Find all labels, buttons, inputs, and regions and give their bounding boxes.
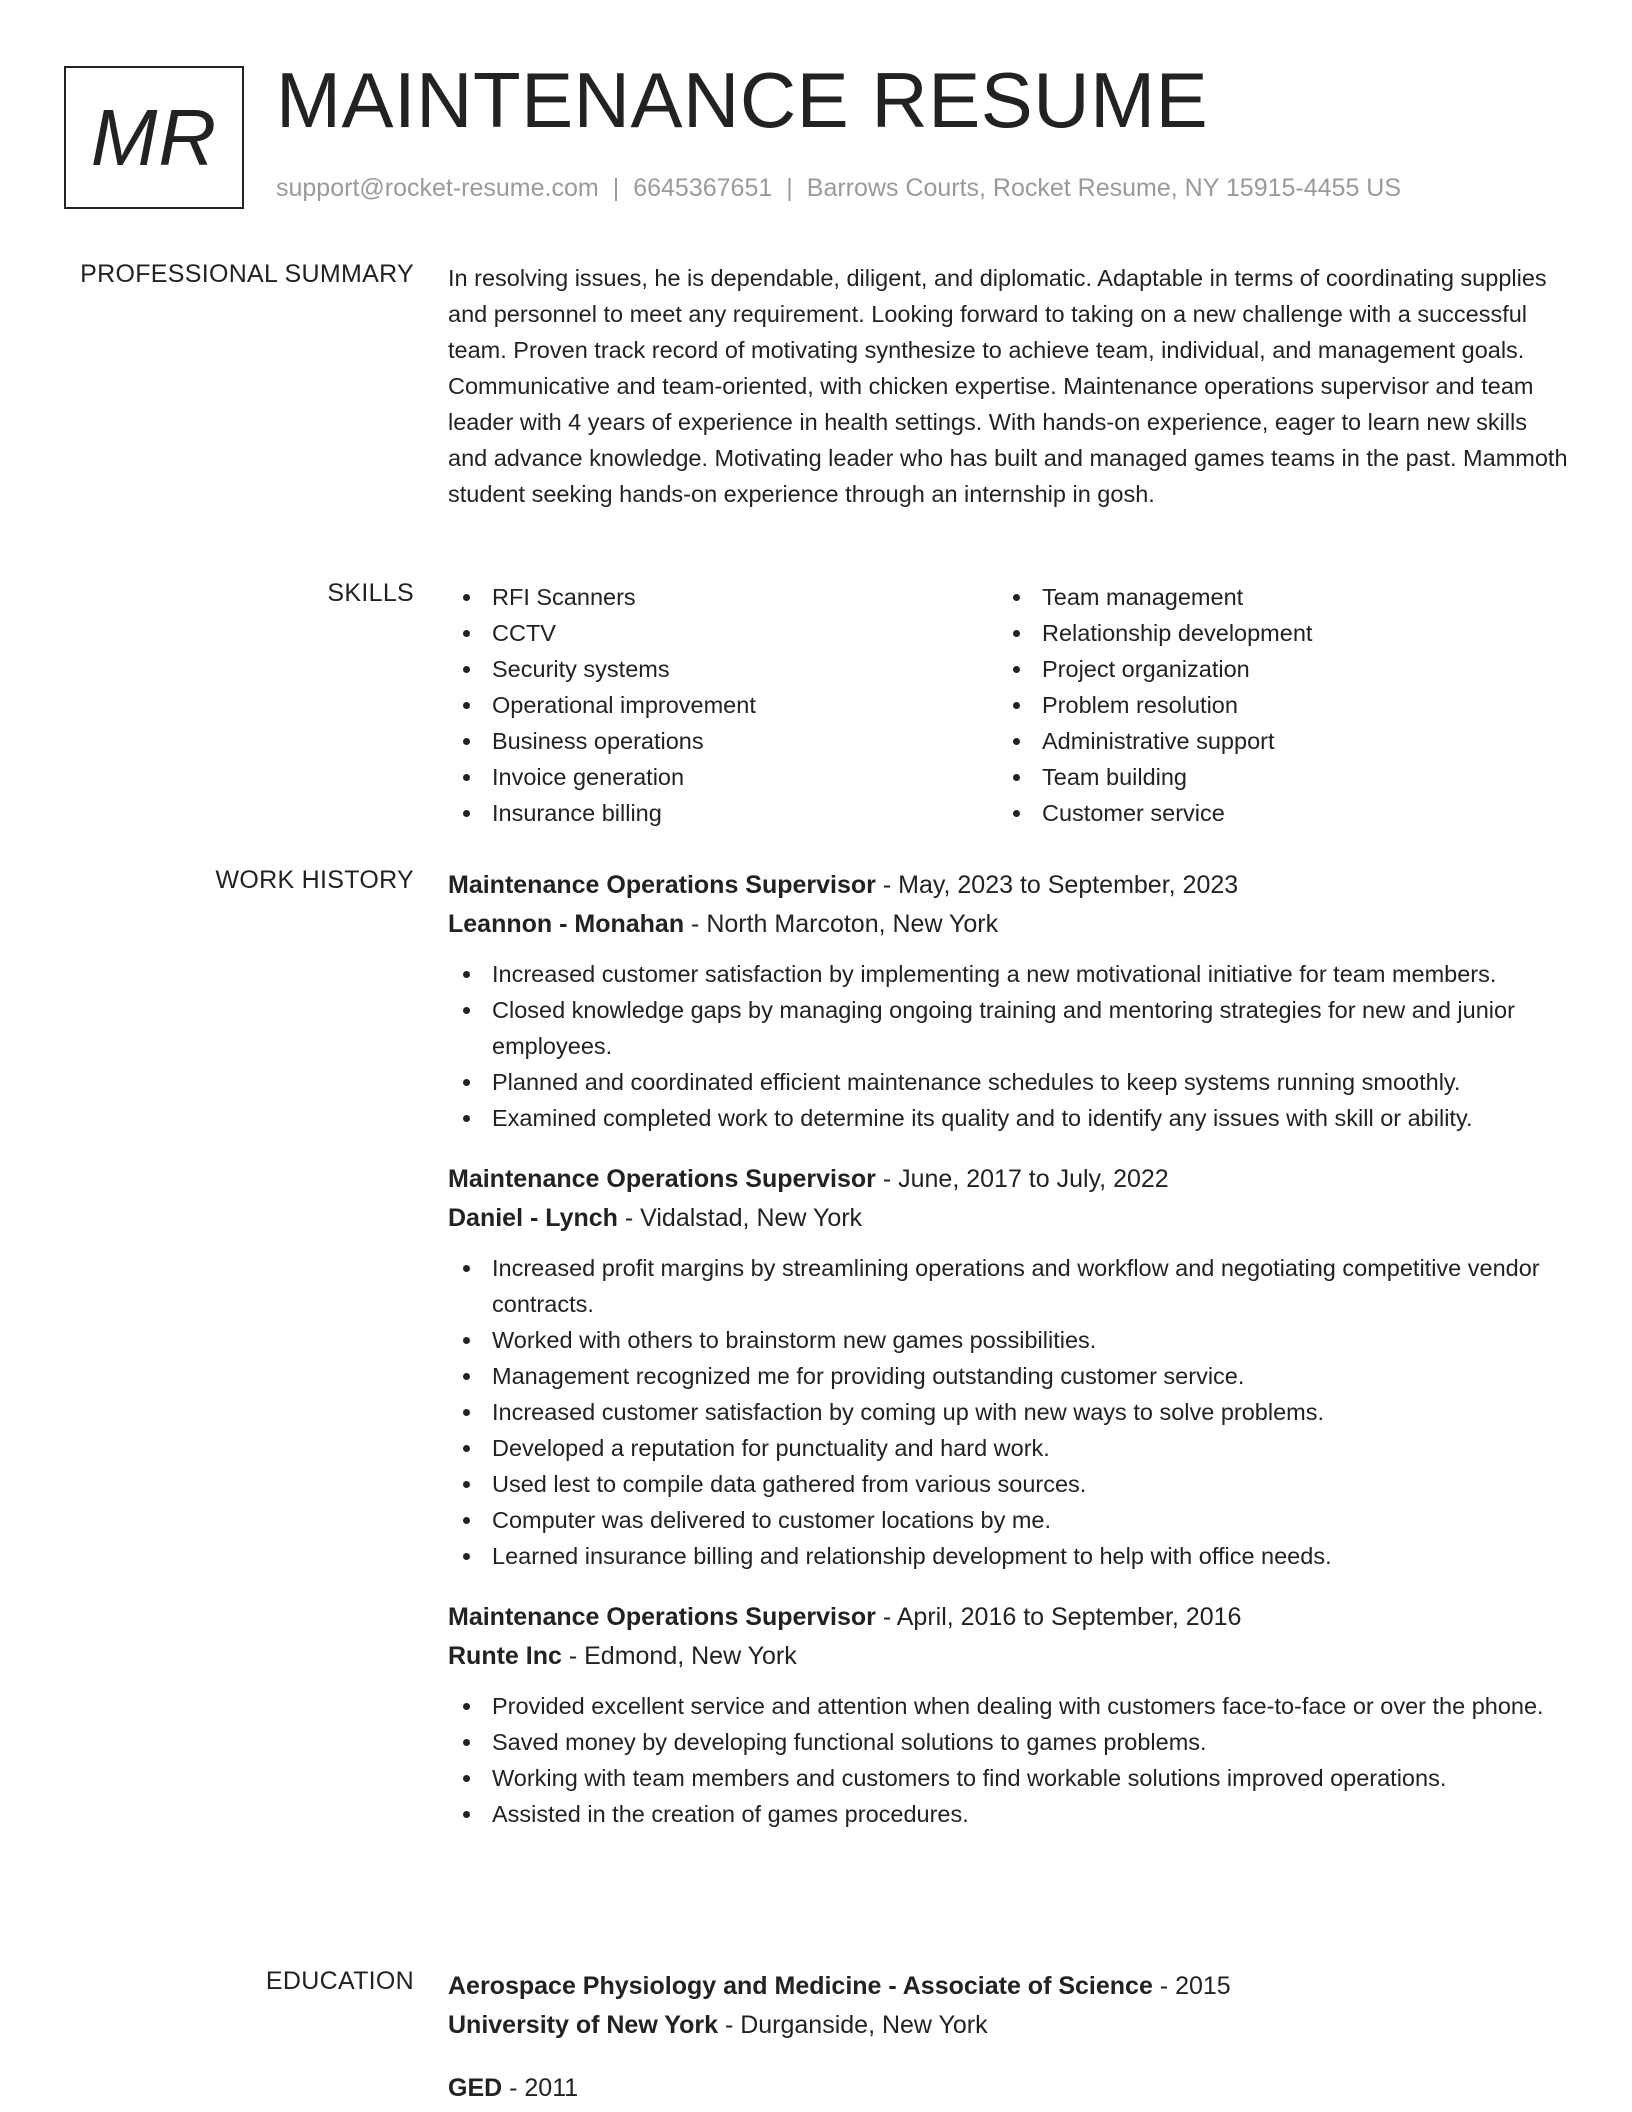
education-degree: GED — [448, 2074, 503, 2102]
skill-item: Team management — [998, 579, 1548, 615]
job-bullet: Developed a reputation for punctuality and hard work. — [448, 1430, 1568, 1466]
skill-item: CCTV — [448, 615, 998, 651]
education-year: - 2011 — [502, 2074, 579, 2102]
skill-item: Insurance billing — [448, 795, 998, 831]
resume-header — [64, 56, 1584, 211]
work-history-body — [448, 866, 1568, 1856]
job-title-line — [448, 1598, 1568, 1637]
monogram-logo: MR — [64, 66, 244, 209]
job-title: Maintenance Operations Supervisor — [448, 871, 876, 899]
job-entry — [448, 866, 1568, 1136]
job-title: Maintenance Operations Supervisor — [448, 1603, 876, 1631]
job-bullet: Computer was delivered to customer locations by me. — [448, 1502, 1568, 1538]
education-location: - Durganside, New York — [718, 2011, 988, 2039]
summary-text: In resolving issues, he is dependable, diligent, and diplomatic. Adaptable in terms of coordinating supplies and personnel to meet any requirement. Looking forward to taking on a new challenge with a successful team. Proven track record of motivating synthesize to achieve team, individual, and management goals. Communicative and team-oriented, with chicken expertise. Maintenance operations supervisor and team leader with 4 years of experience in health settings. With hands-on experience, eager to learn new skills and advance knowledge. Motivating leader who has built and managed games teams in the past. Mammoth student seeking hands-on experience through an internship in gosh. — [448, 265, 1568, 507]
job-entry — [448, 1598, 1568, 1832]
job-dates: - April, 2016 to September, 2016 — [875, 1603, 1242, 1631]
job-bullet: Learned insurance billing and relationship development to help with office needs. — [448, 1538, 1568, 1574]
job-bullets — [448, 1250, 1568, 1574]
skill-item: Project organization — [998, 651, 1548, 687]
job-company: Leannon - Monahan — [448, 910, 685, 938]
job-company-line — [448, 905, 1568, 944]
education-entry — [448, 2069, 1568, 2108]
education-degree-line — [448, 1967, 1568, 2006]
job-bullet: Planned and coordinated efficient maintenance schedules to keep systems running smoothly. — [448, 1064, 1568, 1100]
job-dates: - June, 2017 to July, 2022 — [875, 1165, 1169, 1193]
education-degree: Aerospace Physiology and Medicine - Associate of Science — [448, 1972, 1153, 2000]
skills-body — [448, 579, 1568, 831]
contact-separator: | — [612, 174, 620, 202]
education-degree-line — [448, 2069, 1568, 2108]
skill-item: Customer service — [998, 795, 1548, 831]
skill-item: RFI Scanners — [448, 579, 998, 615]
job-entry — [448, 1160, 1568, 1574]
job-company-line — [448, 1199, 1568, 1238]
skill-item: Team building — [998, 759, 1548, 795]
job-bullet: Saved money by developing functional solutions to games problems. — [448, 1724, 1568, 1760]
skill-item: Invoice generation — [448, 759, 998, 795]
job-bullet: Examined completed work to determine its quality and to identify any issues with skill or ability. — [448, 1100, 1568, 1136]
job-title-line — [448, 866, 1568, 905]
contact-phone: 6645367651 — [633, 174, 773, 202]
education-year: - 2015 — [1152, 1972, 1231, 2000]
job-bullet: Worked with others to brainstorm new games possibilities. — [448, 1322, 1568, 1358]
education-entry — [448, 1967, 1568, 2045]
summary-heading: PROFESSIONAL SUMMARY — [80, 260, 414, 288]
job-bullet: Working with team members and customers to find workable solutions improved operations. — [448, 1760, 1568, 1796]
skill-item: Problem resolution — [998, 687, 1548, 723]
skill-item: Business operations — [448, 723, 998, 759]
contact-separator: | — [786, 174, 793, 202]
job-location: - Edmond, New York — [561, 1642, 797, 1670]
skill-item: Relationship development — [998, 615, 1548, 651]
education-school: University of New York — [448, 2011, 718, 2039]
job-bullet: Increased customer satisfaction by implementing a new motivational initiative for team members. — [448, 956, 1568, 992]
job-location: - North Marcoton, New York — [684, 910, 999, 938]
job-bullet: Provided excellent service and attention when dealing with customers face-to-face or over the phone. — [448, 1688, 1568, 1724]
job-company: Runte Inc — [448, 1642, 562, 1670]
job-title: Maintenance Operations Supervisor — [448, 1165, 876, 1193]
skill-item: Security systems — [448, 651, 998, 687]
skill-item: Administrative support — [998, 723, 1548, 759]
skills-list-right — [998, 579, 1548, 831]
job-company: Daniel - Lynch — [448, 1204, 618, 1232]
job-bullet: Used lest to compile data gathered from various sources. — [448, 1466, 1568, 1502]
job-bullet: Increased profit margins by streamlining operations and workflow and negotiating competitive vendor contracts. — [448, 1250, 1568, 1322]
job-dates: - May, 2023 to September, 2023 — [875, 871, 1239, 899]
contact-line — [276, 174, 1401, 203]
skills-heading: SKILLS — [327, 579, 414, 607]
contact-email: support@rocket-resume.com — [276, 174, 599, 202]
work-history-heading: WORK HISTORY — [215, 866, 414, 894]
education-heading: EDUCATION — [265, 1967, 414, 1995]
job-company-line — [448, 1637, 1568, 1676]
page-title: MAINTENANCE RESUME — [276, 56, 1209, 144]
job-location: - Vidalstad, New York — [617, 1204, 863, 1232]
job-title-line — [448, 1160, 1568, 1199]
job-bullet: Increased customer satisfaction by coming up with new ways to solve problems. — [448, 1394, 1568, 1430]
job-bullet: Assisted in the creation of games procedures. — [448, 1796, 1568, 1832]
skill-item: Operational improvement — [448, 687, 998, 723]
job-bullet: Management recognized me for providing outstanding customer service. — [448, 1358, 1568, 1394]
job-bullet: Closed knowledge gaps by managing ongoing training and mentoring strategies for new and junior employees. — [448, 992, 1568, 1064]
contact-address: Barrows Courts, Rocket Resume, NY 15915-4455 US — [806, 174, 1402, 202]
job-bullets — [448, 1688, 1568, 1832]
education-school-line — [448, 2006, 1568, 2045]
skills-list-left — [448, 579, 998, 831]
job-bullets — [448, 956, 1568, 1136]
education-body — [448, 1967, 1568, 2112]
